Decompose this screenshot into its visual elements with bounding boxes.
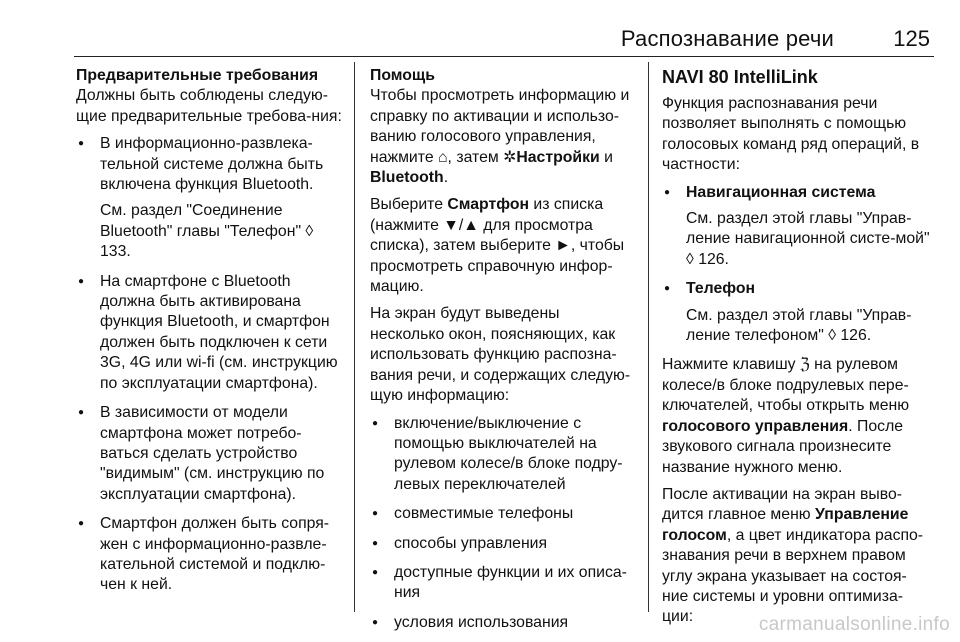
list-item — [662, 279, 932, 346]
settings-label: Настройки — [516, 148, 600, 166]
navi80-paragraph-2 — [662, 485, 932, 628]
list-item: ● условия использования — [370, 613, 636, 633]
text-run: на рулевом колесе/в блоке подрулевых пере-ключателей, чтобы открыть меню — [662, 356, 910, 415]
list-item: ● совместимые телефоны — [370, 504, 636, 524]
navi80-paragraph-1 — [662, 355, 932, 477]
text-run: и — [599, 148, 613, 166]
list-item-text: ● Смартфон должен быть сопря-жен с информационно-развле-кательной системой и подклю-чен к ней. — [100, 515, 330, 594]
list-item-text: ● На смартфоне с Bluetooth должна быть активирована функция Bluetooth, и смартфон должен быть подключен к сети 3G, 4G или wi-fi (см. инструкцию по эксплуатации смартфона). — [100, 272, 338, 392]
section-heading-prerequisites: Предварительные требования — [76, 67, 319, 84]
text-run: , затем — [447, 148, 504, 166]
text-run: После активации на экран выво-дится главное меню — [662, 485, 903, 524]
navi80-list — [662, 183, 932, 347]
list-item: ● включение/выключение с помощью выключателей на рулевом колесе/в блоке подру-левых переключателей — [370, 414, 636, 496]
list-item-text: ● В зависимости от модели смартфона может потребо-ваться сделать устройство "видимым" (см. инструкцию по эксплуатации смартфона). — [100, 404, 325, 503]
list-item: ● способы управления — [370, 534, 636, 554]
help-info-list — [370, 414, 636, 634]
bluetooth-label: Bluetooth — [370, 169, 444, 187]
list-item-reference: См. раздел этой главы "Управ-ление телефоном" ◊ 126. — [686, 306, 912, 345]
list-item-title: ● Навигационная система — [686, 183, 876, 201]
header-divider — [74, 56, 934, 57]
list-item — [662, 183, 932, 271]
list-item-reference: См. раздел этой главы "Управ-ление навигационной систе-мой" ◊ 126. — [686, 210, 930, 268]
section-heading-navi80: NAVI 80 IntelliLink — [662, 67, 818, 87]
voice-button-icon: ℨ — [799, 356, 810, 374]
navi80-intro: Функция распознавания речи позволяет выполнять с помощью голосовых команд ряд операций, в частности: — [662, 95, 920, 174]
text-run: Нажмите клавишу — [662, 356, 800, 374]
column-divider-2 — [648, 62, 649, 612]
list-item-title: ● Телефон — [686, 280, 756, 298]
smartphone-label: Смартфон — [447, 196, 530, 214]
list-item: ● доступные функции и их описа-ния — [370, 563, 636, 604]
help-paragraph-3: На экран будут выведены несколько окон, поясняющих, как использовать функцию распозна-вания речи, и содержащих следую-щую информацию: — [370, 305, 631, 405]
text-run: . После звукового сигнала произнесите название нужного меню. — [662, 417, 904, 476]
list-item — [76, 403, 348, 505]
prerequisites-intro: Должны быть соблюдены следую-щие предварительные требова-ния: — [76, 87, 342, 125]
text-run: , а цвет индикатора распо-знавания речи в верхнем правом углу экрана указывает на состоя-ние системы и уровни оптимиза-ции: — [662, 526, 924, 626]
page-header — [74, 0, 934, 56]
section-heading-help: Помощь — [370, 67, 435, 84]
help-paragraph-1 — [370, 86, 636, 188]
text-run: . — [443, 169, 449, 187]
column-divider-1 — [354, 62, 355, 612]
settings-icon: ✲ — [503, 148, 517, 166]
text-run: Выберите — [370, 196, 448, 214]
column-prerequisites — [76, 66, 348, 605]
text-run: Чтобы просмотреть информацию и справку по активации и использо-ванию голосового управления, нажмите — [370, 87, 630, 166]
list-item — [76, 514, 348, 596]
prerequisites-list — [76, 134, 348, 596]
watermark: carmanualsonline.info — [758, 614, 950, 635]
page-number: 125 — [893, 26, 930, 51]
voice-control-label: голосового управления — [662, 417, 849, 435]
text-run: из списка (нажмите ▼/▲ для просмотра списка), затем выберите ►, чтобы просмотреть справочную инфор-мацию. — [370, 196, 625, 296]
list-item — [76, 272, 348, 394]
column-help — [370, 66, 636, 642]
list-item — [76, 134, 348, 262]
list-item-reference: См. раздел "Соединение Bluetooth" главы "Телефон" ◊ 133. — [100, 202, 314, 261]
voice-menu-label: Управление голосом — [662, 506, 909, 544]
home-icon: ⌂ — [438, 148, 448, 166]
column-navi80 — [662, 66, 932, 635]
page-title: Распознавание речи — [620, 26, 834, 51]
list-item-text: ● В информационно-развлека-тельной системе должна быть включена функция Bluetooth. — [100, 135, 324, 194]
help-paragraph-2 — [370, 195, 636, 297]
